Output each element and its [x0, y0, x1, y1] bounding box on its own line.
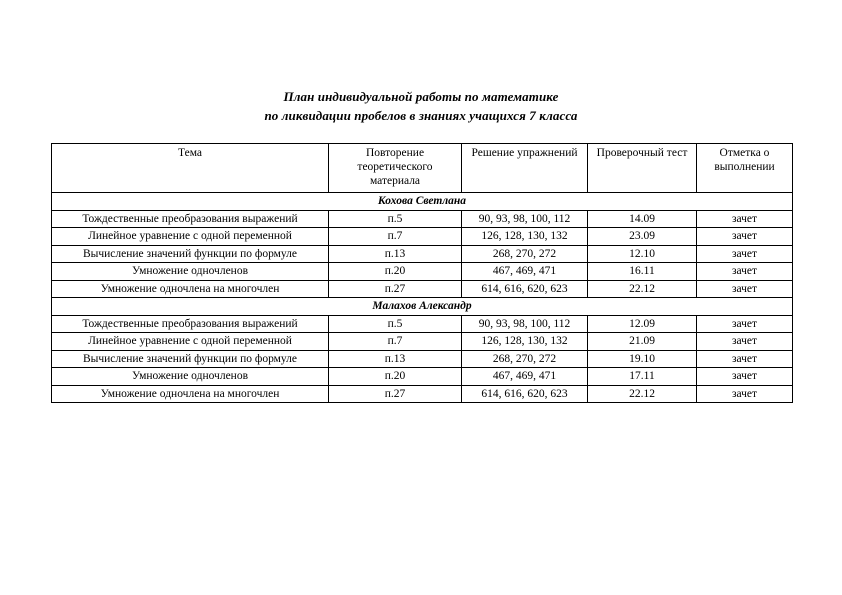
cell-exercises: 467, 469, 471: [462, 368, 588, 386]
cell-mark: зачет: [697, 385, 793, 403]
cell-topic: Вычисление значений функции по формуле: [52, 245, 329, 263]
cell-theory: п.13: [329, 350, 462, 368]
cell-exercises: 90, 93, 98, 100, 112: [462, 210, 588, 228]
table-row: [52, 333, 793, 351]
cell-theory: п.7: [329, 333, 462, 351]
cell-test: 12.10: [588, 245, 697, 263]
table-row: [52, 210, 793, 228]
cell-mark: зачет: [697, 350, 793, 368]
header-exercises: Решение упражнений: [462, 144, 588, 193]
cell-topic: Вычисление значений функции по формуле: [52, 350, 329, 368]
document-title-line-1: План индивидуальной работы по математике: [283, 89, 559, 104]
cell-topic: Умножение одночлена на многочлен: [52, 280, 329, 298]
cell-mark: зачет: [697, 228, 793, 246]
cell-test: 16.11: [588, 263, 697, 281]
cell-mark: зачет: [697, 315, 793, 333]
table-row: [52, 280, 793, 298]
cell-exercises: 614, 616, 620, 623: [462, 280, 588, 298]
cell-topic: Умножение одночленов: [52, 368, 329, 386]
table-row: [52, 385, 793, 403]
cell-exercises: 268, 270, 272: [462, 245, 588, 263]
cell-mark: зачет: [697, 333, 793, 351]
cell-exercises: 268, 270, 272: [462, 350, 588, 368]
student-name: Кохова Светлана: [52, 193, 793, 211]
cell-theory: п.20: [329, 368, 462, 386]
header-test: Проверочный тест: [588, 144, 697, 193]
cell-topic: Линейное уравнение с одной переменной: [52, 228, 329, 246]
cell-theory: п.5: [329, 315, 462, 333]
table-row: [52, 245, 793, 263]
cell-test: 17.11: [588, 368, 697, 386]
header-completion-mark: Отметка о выполнении: [697, 144, 793, 193]
cell-exercises: 126, 128, 130, 132: [462, 228, 588, 246]
cell-mark: зачет: [697, 245, 793, 263]
student-name: Малахов Александр: [52, 298, 793, 316]
table-row: [52, 315, 793, 333]
cell-test: 22.12: [588, 280, 697, 298]
cell-mark: зачет: [697, 368, 793, 386]
cell-theory: п.7: [329, 228, 462, 246]
cell-mark: зачет: [697, 210, 793, 228]
table-row: [52, 263, 793, 281]
table-row: [52, 368, 793, 386]
cell-mark: зачет: [697, 263, 793, 281]
table-row: [52, 228, 793, 246]
cell-topic: Умножение одночлена на многочлен: [52, 385, 329, 403]
plan-table: [51, 143, 793, 403]
cell-topic: Умножение одночленов: [52, 263, 329, 281]
cell-exercises: 467, 469, 471: [462, 263, 588, 281]
cell-topic: Линейное уравнение с одной переменной: [52, 333, 329, 351]
header-topic: Тема: [52, 144, 329, 193]
cell-exercises: 614, 616, 620, 623: [462, 385, 588, 403]
cell-mark: зачет: [697, 280, 793, 298]
cell-topic: Тождественные преобразования выражений: [52, 210, 329, 228]
table-row: [52, 350, 793, 368]
cell-topic: Тождественные преобразования выражений: [52, 315, 329, 333]
cell-theory: п.20: [329, 263, 462, 281]
header-theory-review: Повторение теоретического материала: [329, 144, 462, 193]
table-header-row: [52, 144, 793, 193]
student-row: [52, 298, 793, 316]
cell-test: 19.10: [588, 350, 697, 368]
cell-test: 14.09: [588, 210, 697, 228]
cell-exercises: 90, 93, 98, 100, 112: [462, 315, 588, 333]
cell-theory: п.5: [329, 210, 462, 228]
cell-exercises: 126, 128, 130, 132: [462, 333, 588, 351]
cell-theory: п.27: [329, 385, 462, 403]
document-title-line-2: по ликвидации пробелов в знаниях учащихся 7 класса: [264, 108, 578, 123]
cell-theory: п.27: [329, 280, 462, 298]
cell-test: 22.12: [588, 385, 697, 403]
cell-theory: п.13: [329, 245, 462, 263]
cell-test: 12.09: [588, 315, 697, 333]
student-row: [52, 193, 793, 211]
cell-test: 23.09: [588, 228, 697, 246]
cell-test: 21.09: [588, 333, 697, 351]
